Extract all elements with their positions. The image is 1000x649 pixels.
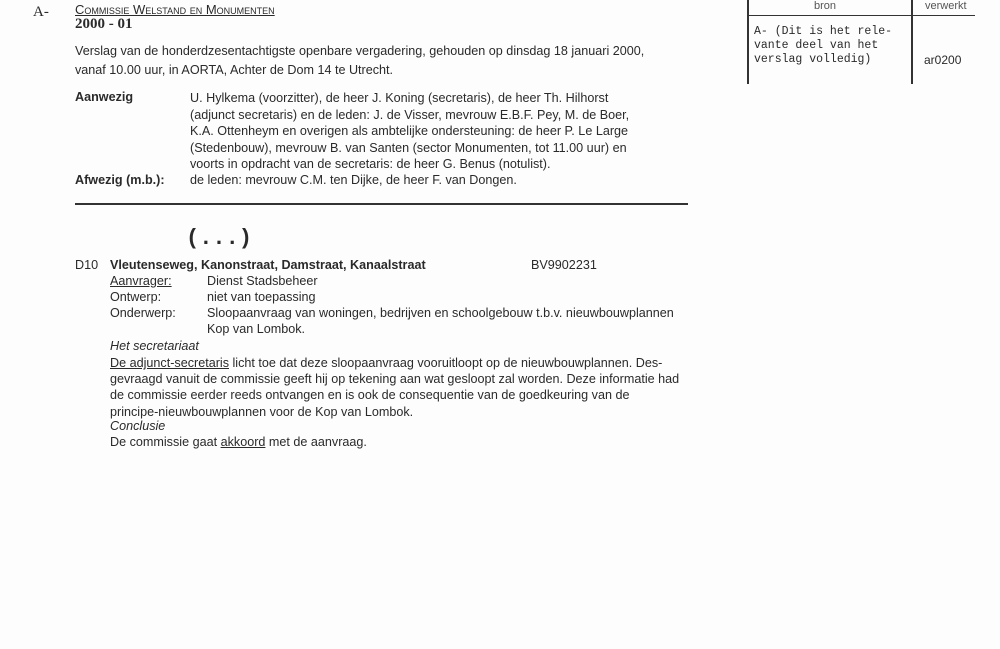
absent-label: Afwezig (m.b.): [75, 173, 165, 187]
field-value-cont: Kop van Lombok. [207, 322, 306, 336]
present-line: (adjunct secretaris) en de leden: J. de Visser, mevrouw E.B.F. Pey, M. de Boer, [190, 107, 630, 122]
intro-line: vanaf 10.00 uur, in AORTA, Achter de Dom 14 te Utrecht. [75, 63, 394, 77]
header-source: bron [814, 0, 837, 12]
conclusion-pre: De commissie gaat [110, 435, 221, 449]
field-value: niet van toepassing [207, 290, 316, 304]
item-code: D10 [75, 258, 99, 272]
absent-text: de leden: mevrouw C.M. ten Dijke, de heer F. van Dongen. [190, 173, 517, 187]
item-title: Vleutenseweg, Kanonstraat, Damstraat, Kanaalstraat [110, 258, 426, 272]
present-line: U. Hylkema (voorzitter), de heer J. Koning (secretaris), de heer Th. Hilhorst [190, 91, 609, 105]
secretariat-text [110, 355, 679, 420]
field-label: Onderwerp: [110, 306, 176, 320]
present-line: voorts in opdracht van de secretaris: de heer G. Benus (notulist). [190, 157, 551, 172]
table-border [911, 0, 913, 84]
field-value: Sloopaanvraag van woningen, bedrijven en schoolgebouw t.b.v. nieuwbouwplannen [207, 306, 674, 320]
present-label: Aanwezig [75, 90, 134, 104]
header-processed: verwerkt [925, 0, 967, 12]
source-note [754, 25, 892, 67]
secretariat-heading: Het secretariaat [110, 339, 199, 353]
present-list [190, 90, 629, 173]
field-value: Dienst Stadsbeheer [207, 274, 318, 288]
present-line: (Stedenbouw), mevrouw B. van Santen (sector Monumenten, tot 11.00 uur) en [190, 140, 627, 155]
report-number: 2000 - 01 [75, 16, 133, 32]
field-label: Ontwerp: [110, 290, 162, 304]
ellipsis: (...) [186, 226, 253, 251]
conclusion-keyword: akkoord [220, 435, 266, 449]
secretariat-line: principe-nieuwbouwplannen voor de Kop van Lombok. [110, 404, 414, 419]
divider [75, 203, 688, 205]
source-line: A- (Dit is het rele- [754, 25, 893, 38]
field-label: Aanvrager: [110, 274, 172, 288]
processed-code: ar0200 [924, 53, 962, 67]
secretariat-line: licht toe dat deze sloopaanvraag vooruitloopt op de nieuwbouwplannen. Des- [229, 356, 663, 370]
source-line: verslag volledig) [754, 53, 872, 66]
conclusion-post: met de aanvraag. [265, 435, 367, 449]
committee-name: Commissie Welstand en Monumenten [75, 2, 275, 17]
item-reference: BV9902231 [531, 258, 597, 272]
secretariat-line: gevraagd vanuit de commissie geeft hij op tekening aan wat gesloopt zal worden. Deze informatie had [110, 372, 680, 387]
secretariat-line: de commissie eerder reeds ontvangen en is ook de consequentie van de goedkeuring van de [110, 388, 630, 403]
conclusion-heading: Conclusie [110, 419, 166, 433]
table-border [747, 0, 749, 84]
source-line: vante deel van het [754, 39, 879, 52]
conclusion-text [110, 435, 367, 449]
intro-line: Verslag van de honderdzesentachtigste openbare vergadering, gehouden op dinsdag 18 januari 2000, [75, 44, 645, 58]
margin-mark: A- [33, 4, 49, 20]
present-line: K.A. Ottenheym en overigen als ambtelijke ondersteuning: de heer P. Le Large [190, 124, 629, 139]
table-border [747, 15, 975, 16]
secretariat-subject: De adjunct-secretaris [110, 356, 229, 370]
